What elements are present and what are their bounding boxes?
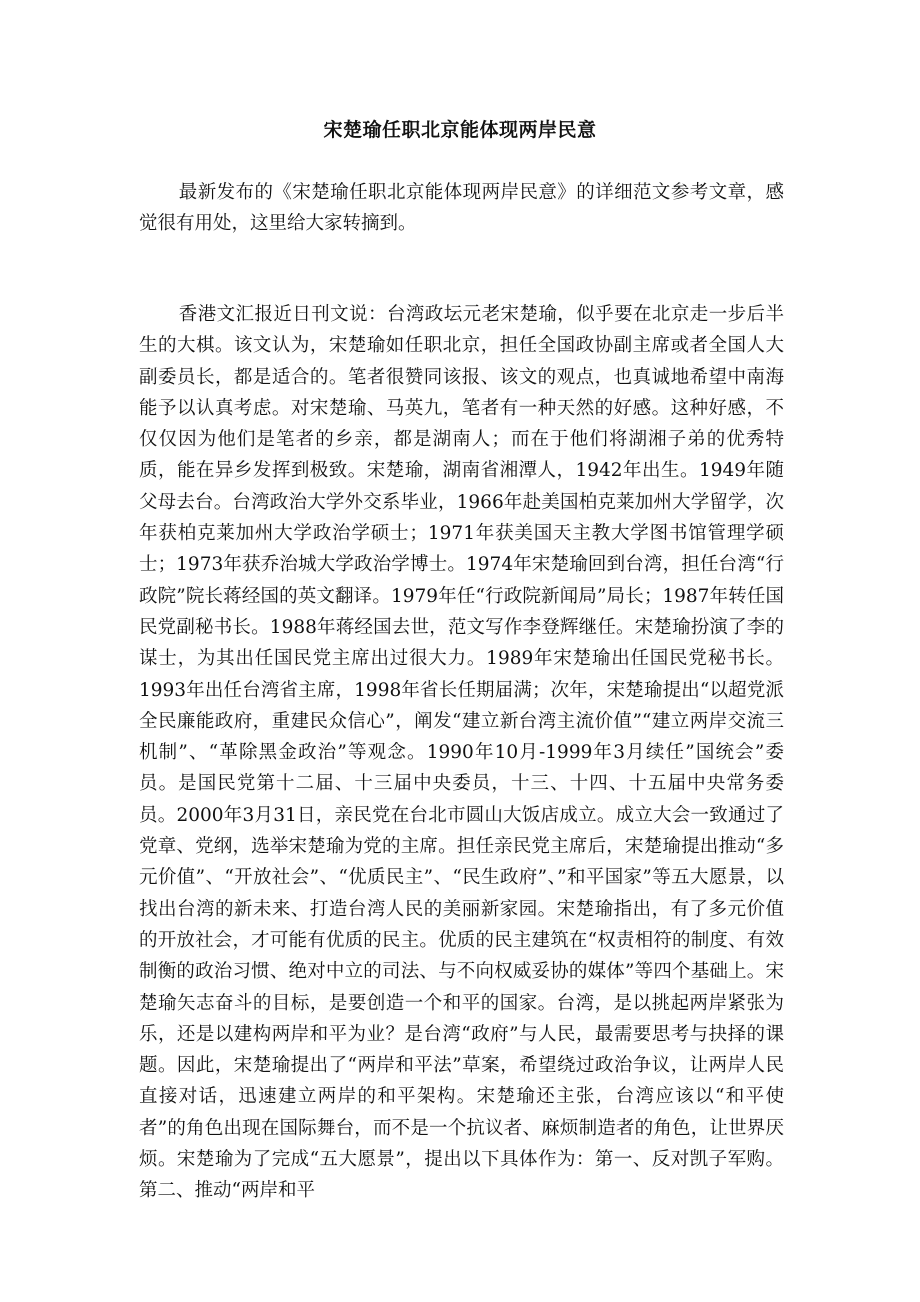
body-paragraph: 香港文汇报近日刊文说：台湾政坛元老宋楚瑜，似乎要在北京走一步后半生的大棋。该文认为，宋楚瑜如任职北京，担任全国政协副主席或者全国人大副委员长，都是适合的。笔者很赞同该报、该文的观点，也真诚地希望中南海能予以认真考虑。对宋楚瑜、马英九，笔者有一种天然的好感。这种好感，不仅仅因为他们是笔者的乡亲，都是湖南人；而在于他们将湖湘子弟的优秀特质，能在异乡发挥到极致。宋楚瑜，湖南省湘潭人，1942年出生。1949年随父母去台。台湾政治大学外交系毕业，1966年赴美国柏克莱加州大学留学，次年获柏克莱加州大学政治学硕士；1971年获美国天主教大学图书馆管理学硕士；1973年获乔治城大学政治学博士。1974年宋楚瑜回到台湾，担任台湾“行政院”院长蒋经国的英文翻译。1979年任“行政院新闻局”局长；1987年转任国民党副秘书长。1988年蒋经国去世，范文写作李登辉继任。宋楚瑜扮演了李的谋士，为其出任国民党主席出过很大力。1989年宋楚瑜出任国民党秘书长。1993年出任台湾省主席，1998年省长任期届满；次年，宋楚瑜提出“以超党派全民廉能政府，重建民众信心”，阐发“建立新台湾主流价值”“建立两岸交流三机制”、“革除黑金政治”等观念。1990年10月-1999年3月续任”国统会”委员。是国民党第十二届、十三届中央委员，十三、十四、十五届中央常务委员。2000年3月31日，亲民党在台北市圆山大饭店成立。成立大会一致通过了党章、党纲，选举宋楚瑜为党的主席。担任亲民党主席后，宋楚瑜提出推动“多元价值”、“开放社会”、“优质民主”、“民生政府”、”和平国家”等五大愿景，以找出台湾的新未来、打造台湾人民的美丽新家园。宋楚瑜指出，有了多元价值的开放社会，才可能有优质的民主。优质的民主建筑在“权责相符的制度、有效制衡的政治习惯、绝对中立的司法、与不向权威妥协的媒体”等四个基础上。宋楚瑜矢志奋斗的目标，是要创造一个和平的国家。台湾，是以挑起两岸紧张为乐，还是以建构两岸和平为业？是台湾“政府”与人民，最需要思考与抉择的课题。因此，宋楚瑜提出了“两岸和平法”草案，希望绕过政治争议，让两岸人民直接对话，迅速建立两岸的和平架构。宋楚瑜还主张，台湾应该以“和平使者”的角色出现在国际舞台，而不是一个抗议者、麻烦制造者的角色，让世界厌烦。宋楚瑜为了完成“五大愿景”，提出以下具体作为：第一、反对凯子军购。第二、推动“两岸和平 xyxy=(139,304,784,1202)
document-title: 宋楚瑜任职北京能体现两岸民意 xyxy=(323,119,597,141)
intro-paragraph: 最新发布的《宋楚瑜任职北京能体现两岸民意》的详细范文参考文章，感觉很有用处，这里给大家转摘到。 xyxy=(139,182,784,234)
